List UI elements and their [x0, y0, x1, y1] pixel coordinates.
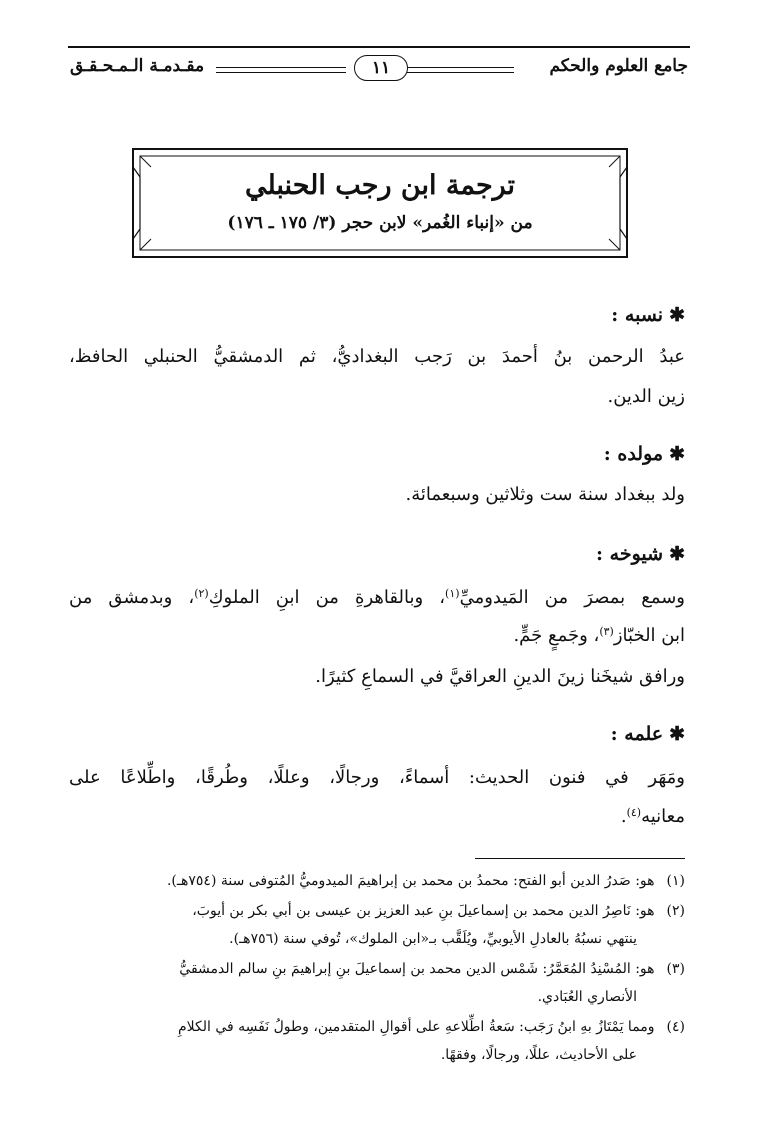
- teachers-line-1: وسمع بمصرَ من المَيدوميِّ$^{(١)}$، وبالقاهرةِ من ابنِ الملوكِ$^{(٢)}$، وبدمشق من: [69, 587, 685, 608]
- header-double-rule-left: [216, 67, 346, 73]
- biography-source: من «إنباء الغُمر» لابن حجر (٣/ ١٧٥ ـ ١٧٦): [227, 213, 533, 233]
- section-title: مقـدمـة الـمـحـقـق: [70, 56, 205, 76]
- lineage-line-1: عبدُ الرحمن بنُ أحمدَ بن رَجب البغداديُّ، ثم الدمشقيُّ الحنبلي الحافظ،: [69, 346, 685, 367]
- title-frame: [131, 147, 629, 259]
- section-heading-lineage: ✱نسبه :: [611, 304, 685, 326]
- footnote-3: (٣) هو: المُسْنِدُ المُعَمَّرُ: شَمْس الدين محمد بن إسماعيلَ بنِ إبراهيمَ بنِ سالم الدمشقيُّ: [179, 961, 685, 977]
- running-header: [68, 46, 690, 82]
- section-heading-birth: ✱مولده :: [603, 443, 685, 465]
- footnote-separator: [475, 858, 685, 859]
- footnote-ref-1[interactable]: (١): [445, 587, 460, 600]
- asterisk-icon: ✱: [669, 304, 685, 326]
- footnote-1: (١) هو: صَدرُ الدين أبو الفتح: محمدُ بن محمد بن إبراهيمَ الميدوميُّ المُتوفى سنة (٧٥٤هـ).: [166, 873, 685, 889]
- asterisk-icon: ✱: [669, 723, 685, 745]
- header-double-rule-right: [390, 67, 514, 73]
- teachers-line-3: ورافق شيخَنا زينَ الدينِ العراقيَّ في السماعِ كثيرًا.: [315, 666, 685, 687]
- biography-title: ترجمة ابن رجب الحنبلي: [244, 170, 516, 201]
- footnote-4: (٤) ومما يَمْتَازُ بهِ ابنُ رَجَب: سَعةُ اطِّلاعهِ على أقوالِ المتقدمين، وطولُ نَفَسِه في الكلامِ: [177, 1019, 685, 1035]
- page-number: ١١: [354, 55, 408, 81]
- section-heading-teachers: ✱شيوخه :: [596, 543, 685, 565]
- asterisk-icon: ✱: [669, 543, 685, 565]
- footnote-ref-4[interactable]: (٤): [626, 806, 642, 819]
- footnote-2-cont: ينتهي نسبُهُ بالعادلِ الأيوبيِّ، ويُلَقَّب بـ«ابن الملوك»، تُوفي سنة (٧٥٦هـ).: [229, 931, 637, 947]
- asterisk-icon: ✱: [669, 443, 685, 465]
- footnote-ref-3[interactable]: (٣): [599, 625, 614, 638]
- teachers-line-2: ابن الخبّاز$^{(٣)}$، وجَمعٍ جَمٍّ.: [513, 625, 685, 646]
- knowledge-line-2: معانيه$^{(٤)}$.: [620, 806, 685, 827]
- footnote-4-cont: على الأحاديث، عللًا، ورجالًا، وفقهًا.: [440, 1047, 637, 1063]
- book-title: جامع العلوم والحكم: [549, 56, 688, 76]
- footnote-ref-2[interactable]: (٢): [194, 587, 209, 600]
- birth-line: ولد ببغداد سنة ست وثلاثين وسبعمائة.: [405, 484, 685, 505]
- knowledge-line-1: ومَهَر في فنون الحديث: أسماءً، ورجالًا، وعللًا، وطُرقًا، واطِّلاعًا على: [69, 767, 685, 788]
- lineage-line-2: زين الدين.: [607, 386, 685, 407]
- header-top-rule: [68, 46, 690, 48]
- section-heading-knowledge: ✱علمه :: [610, 723, 685, 745]
- footnote-2: (٢) هو: نَاصِرُ الدين محمد بن إسماعيلَ بنِ عبد العزيز بن عيسى بن أبي بكر بن أيوبَ،: [192, 903, 685, 919]
- footnote-3-cont: الأنصاري العُبَادي.: [537, 989, 637, 1005]
